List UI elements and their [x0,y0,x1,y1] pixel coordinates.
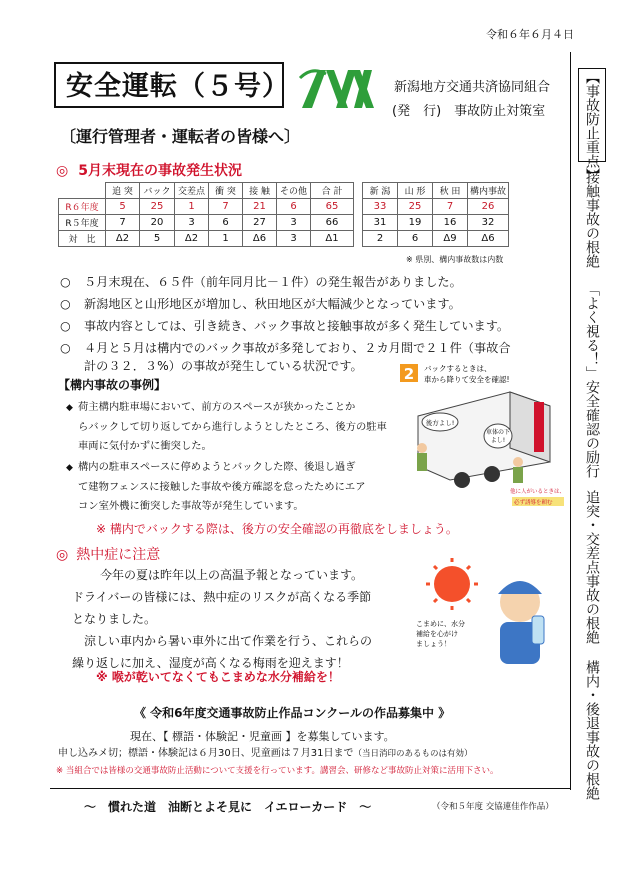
bullet-text: ５月末現在、６５件（前年同月比－１件）の発生報告がありました。 [84,275,462,289]
table-cell: 5 [106,199,140,215]
section-heatstroke-heading [56,544,160,564]
table-cell: 33 [363,199,398,215]
table-cell: 3 [277,215,311,231]
table-gap [354,231,363,247]
cases-heading: 【構内事故の事例】 [58,378,167,392]
footer-divider [50,788,570,789]
circle-icon: ○ [60,297,71,311]
table-cell: 21 [243,199,277,215]
organization-name: 新潟地方交通共済協同組合 [394,80,551,95]
status-bullet [60,294,550,315]
truck-illustration-drawing [400,362,570,512]
status-bullet-continued [84,356,424,377]
table-cell: 3 [277,231,311,247]
table-note: ※ 県別、構内事故数は内数 [406,255,504,264]
table-row-diff [59,231,509,247]
table-cell: 7 [106,215,140,231]
double-circle-icon: ◎ [56,547,69,563]
heat-line: 繰り返しに加え、湿度が高くなる梅雨を迎えます！ [72,656,349,670]
table-header: 追 突 [106,183,140,199]
table-cell: 6 [398,231,433,247]
table-cell: 7 [209,199,243,215]
illustration-caption: バックするときは、 [424,364,492,373]
row-label: R６年度 [59,199,106,215]
heat-line: ドライバーの皆様には、熱中症のリスクが高くなる季節 [72,590,372,604]
table-cell: 1 [175,199,209,215]
illustration-footer: 他に人がいるときは、 [510,489,566,495]
bullet-text: 計の３２．３%）の事故が発生している状況です。 [84,359,363,373]
backing-warning: ※ 構内でバックする際は、後方の安全確認の再徹底をしましょう。 [96,522,458,536]
table-cell: 25 [398,199,433,215]
bullet-text: 新潟地区と山形地区が増加し、秋田地区が大幅減少となっています。 [84,297,461,311]
sidebar-priority-item: 構内・後退事故の根絶 [584,660,600,800]
table-cell: 66 [311,215,354,231]
hydration-warning: ※ 喉が乾いてなくてもこまめな水分補給を！ [96,670,340,684]
table-cell: Δ1 [311,231,354,247]
table-cell: 6 [209,215,243,231]
table-header-row [59,183,509,199]
table-cell: Δ6 [468,231,509,247]
table-cell: 19 [398,215,433,231]
table-cell: Δ2 [106,231,140,247]
section-title: 5月末現在の事故発生状況 [78,163,242,179]
case-line: 構内の駐車スペースに停めようとバックした際、後退し過ぎ [78,461,356,473]
row-label: 対 比 [59,231,106,247]
diamond-bullet-icon: ◆ [66,463,73,473]
backing-truck-illustration [400,362,570,512]
table-cell: 27 [243,215,277,231]
sidebar-priority-item: 「よく視る！」安全確認の励行 [584,282,600,478]
table-header: バック [140,183,175,199]
hydration-illustration [408,558,568,668]
double-circle-icon: ◎ [56,163,69,179]
table-cell: 6 [277,199,311,215]
page-title: 安全運転（５号） [54,62,284,108]
hydration-caption: ましょう！ [416,640,451,648]
speech-bubble-text: よし! [490,437,506,444]
heat-line: 涼しい車内から暑い車外に出て作業を行う、これらの [72,634,373,648]
table-gap [354,199,363,215]
sun-icon [426,558,478,610]
table-header: 交差点 [175,183,209,199]
circle-icon: ○ [60,319,71,333]
table-cell: Δ6 [243,231,277,247]
contest-deadline [58,744,472,759]
organization-logo [296,64,376,114]
table-cell: 3 [175,215,209,231]
contest-line: 現在、【 標語・体験記・児童画 】を募集しています。 [130,730,395,743]
contest-title: 《 令和6年度交通事故防止作品コンクールの作品募集中 》 [134,706,451,720]
table-row-r6 [59,199,509,215]
bullet-text: ４月と５月は構内でのバック事故が多発しており、２カ月間で２１件（事故合 [84,341,511,355]
support-note: ※ 当組合では皆様の交通事故防止活動について支援を行っています。講習会、研修など事故防止対策に活用下さい。 [56,766,499,776]
hydration-caption: 補給を心がけ [416,630,458,638]
table-header: 接 触 [243,183,277,199]
case-line: らバックして切り返してから進行しようとしたところ、後方の駐車 [78,421,387,433]
audience-heading: 〔運行管理者・運転者の皆様へ〕 [60,127,301,146]
case-line: 車両に気付かずに衝突した。 [78,440,212,452]
table-cell: 31 [363,215,398,231]
status-bullet [60,272,550,293]
table-gap [354,183,363,199]
table-header: 構内事故 [468,183,509,199]
case-item [66,458,406,516]
speech-bubble-text: 車体の下 [485,429,511,436]
table-cell: Δ2 [175,231,209,247]
table-gap [354,215,363,231]
table-cell: 1 [209,231,243,247]
table-corner [59,183,106,199]
table-header: 衝 突 [209,183,243,199]
table-header: その他 [277,183,311,199]
table-cell: 32 [468,215,509,231]
status-bullet [60,316,550,337]
bullet-text: 事故内容としては、引き続き、バック事故と接触事故が多く発生しています。 [84,319,510,333]
heat-line: 今年の夏は昨年以上の高温予報となっています。 [88,568,364,582]
case-line: 荷主構内駐車場において、前方のスペースが狭かったことか [78,401,356,413]
table-cell: 65 [311,199,354,215]
table-cell: 2 [363,231,398,247]
table-row-r5 [59,215,509,231]
table-cell: 7 [433,199,468,215]
table-cell: Δ9 [433,231,468,247]
sidebar-priority-title: 【事故防止重点】 [584,70,600,182]
illustration-caption: 車から降りて安全を確認! [424,375,510,384]
table-cell: 20 [140,215,175,231]
slogan-source: （令和５年度 交協連佳作作品） [432,802,554,812]
diamond-bullet-icon: ◆ [66,403,73,413]
table-cell: 5 [140,231,175,247]
table-header: 秋 田 [433,183,468,199]
step-number: 2 [403,365,415,383]
case-line: て建物フェンスに接触した事故や後方確認を怠ったためにエア [78,481,366,493]
table-header: 新 潟 [363,183,398,199]
safety-slogan: ～ 慣れた道 油断とよそ見に イエローカード ～ [84,800,372,814]
table-cell: 25 [140,199,175,215]
table-header: 合 計 [311,183,354,199]
row-label: R５年度 [59,215,106,231]
circle-icon: ○ [60,341,71,355]
circle-icon: ○ [60,275,71,289]
section-accident-status-heading [56,160,242,180]
deadline-text: 申し込みメ切；標語・体験記は６月30日、児童画は７月31日まで [58,748,354,759]
illustration-footer: 必ず誘導を頼む [514,500,553,506]
accident-stats-table [58,182,509,247]
sidebar-priority-item: 接触事故の根絶 [584,170,600,268]
table-header: 山 形 [398,183,433,199]
case-line: コン室外機に衝突した事故等が発生しています。 [78,500,304,512]
table-cell: 26 [468,199,509,215]
table-cell: 16 [433,215,468,231]
speech-bubble-text: 後方よし! [425,419,455,427]
sidebar-priority-item: 追突・交差点事故の根絶 [584,490,600,644]
heat-line: となりました。 [72,612,157,626]
hydration-caption: こまめに、水分 [416,620,465,628]
issue-date: 令和６年６月４日 [486,28,574,41]
publisher-line: (発 行) 事故防止対策室 [392,104,546,119]
deadline-note: （当日消印のあるものは有効） [353,749,473,759]
hydration-drawing [408,558,568,668]
case-item [66,398,406,456]
section-title: 熱中症に注意 [76,547,161,563]
